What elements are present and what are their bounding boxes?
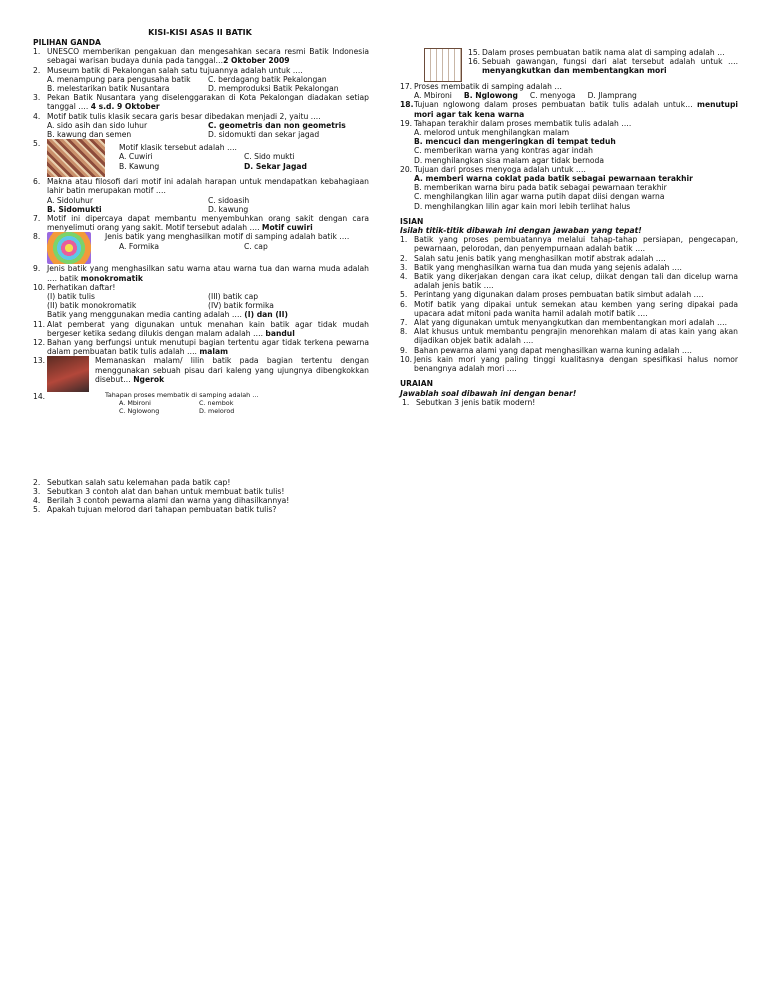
question-20: 20. Tujuan dari proses menyoga adalah untuk …. xyxy=(400,164,586,174)
question-6-options: A. Sidoluhur C. sidoasih B. Sidomukti D. kawung xyxy=(47,195,250,214)
ngerok-image xyxy=(47,356,89,392)
answer: 2 Oktober 2009 xyxy=(223,56,290,66)
gawangan-image xyxy=(424,48,462,82)
section-heading-pilihan-ganda: PILIHAN GANDA xyxy=(33,38,101,47)
question-15: 15. Dalam proses pembuatan batik nama alat di samping adalah … xyxy=(468,48,725,57)
uraian-item-1: 1. Sebutkan 3 jenis batik modern! xyxy=(402,397,536,407)
isian-item: 4. Batik yang dikerjakan dengan cara ikat celup, diikat dengan tali dan dicelup warna adalah jenis batik …. xyxy=(400,272,738,291)
question-1: 1. UNESCO memberikan pengakuan dan mengesahkan secara resmi Batik Indonesia sebagai warisan budaya dunia pada tanggal…2 Oktober 2009 xyxy=(33,47,369,66)
question-6: 6. Makna atau filosofi dari motif ini adalah harapan untuk mendapatkan kebahagiaan lahir batin merupakan motif …. xyxy=(33,177,369,196)
section-heading-isian: ISIAN xyxy=(400,216,424,226)
question-17-options: A. Mbironi B. Nglowong C. menyoga D. Jlamprang xyxy=(414,91,637,101)
question-19: 19. Tahapan terakhir dalam proses membatik tulis adalah …. xyxy=(400,118,632,128)
uraian-item-4: 4. Berilah 3 contoh pewarna alami dan warna yang dihasilkannya! xyxy=(33,496,290,506)
question-12: 12. Bahan yang berfungsi untuk menutupi bagian tertentu agar tidak terkena pewarna dalam pembuatan batik tulis adalah …. malam xyxy=(33,338,369,357)
isian-item: 3. Batik yang menghasilkan warna tua dan muda yang sejenis adalah …. xyxy=(400,262,682,272)
question-3: 3. Pekan Batik Nusantara yang diselenggarakan di Kota Pekalongan diadakan setiap tanggal …. 4 s.d. 9 Oktober xyxy=(33,93,369,112)
section-heading-uraian: URAIAN xyxy=(400,379,433,389)
isian-item: 6. Motif batik yang dipakai untuk semekan atau kemben yang sering dipakai pada upacara adat mitoni pada wanita hamil adalah motif batik …. xyxy=(400,299,738,318)
uraian-instruction: Jawablah soal dibawah ini dengan benar! xyxy=(400,388,577,398)
right-column xyxy=(400,48,738,407)
isian-item: 7. Alat yang digunakan umtuk menyangkutkan dan membentangkan mori adalah …. xyxy=(400,318,727,328)
question-8: 8. Jenis batik yang menghasilkan motif di samping adalah batik …. A. Formika C. cap xyxy=(33,232,369,264)
uraian-item-5: 5. Apakah tujuan melorod dari tahapan pembuatan batik tulis? xyxy=(33,505,277,515)
question-7: 7. Motif ini dipercaya dapat membantu menyembuhkan orang sakit dengan cara menyelimuti orang yang sakit. Motif tersebut adalah …. Motif cuwiri xyxy=(33,214,369,233)
question-5: 5. Motif klasik tersebut adalah …. A. Cuwiri C. Sido mukti B. Kawung D. Sekar Jagad xyxy=(33,139,369,177)
question-17: 17. Proses membatik di samping adalah … xyxy=(400,82,562,91)
question-19-options: A. melorod untuk menghilangkan malam B. mencuci dan mengeringkan di tempat teduh C. memberikan warna yang kontras agar indah D. menghilangkan sisa malam agar tidak bernoda xyxy=(414,128,616,165)
tie-dye-image xyxy=(47,232,91,264)
question-18: 18. Tujuan nglowong dalam proses pembuatan batik tulis adalah untuk… menutupi mori agar tak kena warna xyxy=(400,100,738,119)
isian-instruction: Isilah titik-titik dibawah ini dengan jawaban yang tepat! xyxy=(400,226,642,236)
isian-list xyxy=(400,235,738,373)
isian-item: 8. Alat khusus untuk membantu pengrajin menorehkan malam di atas kain yang akan dijadikan objek batik adalah …. xyxy=(400,327,738,346)
isian-item: 2. Salah satu jenis batik yang menghasilkan motif abstrak adalah …. xyxy=(400,253,666,263)
left-column: PILIHAN GANDA 1. UNESCO memberikan pengakuan dan mengesahkan secara resmi Batik Indonesia sebagai warisan budaya dunia pada tanggal…2 Oktober 2009 2. Museum batik di Pekalongan salah satu tujuannya adalah untuk …. A. menampung para pengusaha batik C. berdagang batik Pekalongan B. melestarikan batik Nusantara D. memproduksi Batik Pekalongan 3. Pekan Batik Nusantara yang diselenggarakan di Kota Pekalongan diadakan setiap tanggal …. 4 s.d. 9 Oktober 4. Motif batik tulis klasik secara garis besar dibedakan menjadi 2, yaitu …. A. sido asih dan sido luhur C. geometris dan non geometris B. kawung dan semen D. sidomukti dan sekar jagad 5. Motif klasik tersebut adalah …. A. Cuwiri C. Sido mukti B. Kawung D. Sekar Jagad 6. Makna atau filosofi dari motif ini adalah harapan untuk mendapatkan kebahagiaan lahir batin merupakan motif …. A. Sidoluhur C. sidoasih B. Sidomukti D. kawung 7. Motif ini dipercaya dapat membantu menyembuhkan orang sakit dengan cara menyelimuti orang yang sakit. Motif tersebut adalah …. Motif cuwiri 8. Jenis batik yang menghasilkan motif di samping adalah batik …. A. Formika C. cap 9. Jenis batik yang menghasilkan satu warna atau warna tua dan warna muda adalah …. batik monokromatik 10. Perhatikan daftar! (I) batik tulis (III) batik cap (II) batik monokromatik (IV) batik formika Batik yang menggunakan media canting adalah …. (I) dan (II) 11. Alat pemberat yang digunakan untuk menahan kain batik agar tidak mudah bergeser ketika sedang dilukis dengan malam adalah …. bandul 12. Bahan yang berfungsi untuk menutupi bagian tertentu agar tidak terkena pewarna dalam pembuatan batik tulis adalah …. malam 13. Memanaskan malam/ lilin batik pada bagian tertentu dengan menggunakan sebuah pisau dari kaleng yang ujungnya dibengkokkan disebut… Ngerok 14. Tahapan proses membatik di samping adalah … A. Mbironi C. nembok C. Nglowong D. melorod 2. Sebutkan salah satu kelemahan pada batik cap! 3. Sebutkan 3 contoh alat dan bahan untuk membuat batik tulis! 4. Berilah 3 contoh pewarna alami dan warna yang dihasilkannya! 5. Apakah tujuan melorod dari tahapan pembuatan batik tulis? xyxy=(33,38,369,515)
question-16: 16. Sebuah gawangan, fungsi dari alat tersebut adalah untuk …. menyangkutkan dan membentangkan mori xyxy=(468,57,738,76)
question-4: 4. Motif batik tulis klasik secara garis besar dibedakan menjadi 2, yaitu …. xyxy=(33,111,321,121)
uraian-item-2: 2. Sebutkan salah satu kelemahan pada batik cap! xyxy=(33,477,231,487)
isian-item: 10. Jenis kain mori yang paling tinggi kualitasnya dengan spesifikasi halus nomor benangnya adalah mori …. xyxy=(400,354,738,374)
batik-motif-image xyxy=(47,139,105,177)
uraian-item-3: 3. Sebutkan 3 contoh alat dan bahan untuk membuat batik tulis! xyxy=(33,487,285,497)
isian-item: 1. Batik yang proses pembuatannya melalui tahap-tahap persiapan, pengecapan, pewarnaan, pelorodan, dan penyempurnaan adalah batik …. xyxy=(400,235,738,254)
question-9: 9. Jenis batik yang menghasilkan satu warna atau warna tua dan warna muda adalah …. batik monokromatik xyxy=(33,264,369,283)
question-11: 11. Alat pemberat yang digunakan untuk menahan kain batik agar tidak mudah bergeser ketika sedang dilukis dengan malam adalah …. bandul xyxy=(33,319,369,338)
question-4-options: A. sido asih dan sido luhur C. geometris dan non geometris B. kawung dan semen D. sidomukti dan sekar jagad xyxy=(47,120,346,140)
question-2-options: A. menampung para pengusaha batik C. berdagang batik Pekalongan B. melestarikan batik Nusantara D. memproduksi Batik Pekalongan xyxy=(47,74,339,94)
question-13: 13. Memanaskan malam/ lilin batik pada bagian tertentu dengan menggunakan sebuah pisau dari kaleng yang ujungnya dibengkokkan disebut… Ngerok xyxy=(33,356,369,392)
isian-item: 5. Perintang yang digunakan dalam proses pembuatan batik simbut adalah …. xyxy=(400,290,704,300)
document-title: KISI-KISI ASAS II BATIK xyxy=(148,28,252,37)
question-20-options: A. memberi warna coklat pada batik sebagai pewarnaan terakhir B. memberikan warna biru pada batik sebagai pewarnaan terakhir C. menghilangkan lilin agar warna putih dapat diisi dengan warna D. menghilangkan lilin agar kain mori lebih terlihat halus xyxy=(414,174,693,211)
question-10: 10. Perhatikan daftar! xyxy=(33,282,116,292)
isian-item: 9. Bahan pewarna alami yang dapat menghasilkan warna kuning adalah …. xyxy=(400,345,692,355)
question-10-list: (I) batik tulis (III) batik cap (II) batik monokromatik (IV) batik formika xyxy=(47,292,274,311)
question-14: 14. Tahapan proses membatik di samping adalah … A. Mbironi C. nembok C. Nglowong D. melorod xyxy=(33,391,259,416)
question-2: 2. Museum batik di Pekalongan salah satu tujuannya adalah untuk …. xyxy=(33,65,303,75)
